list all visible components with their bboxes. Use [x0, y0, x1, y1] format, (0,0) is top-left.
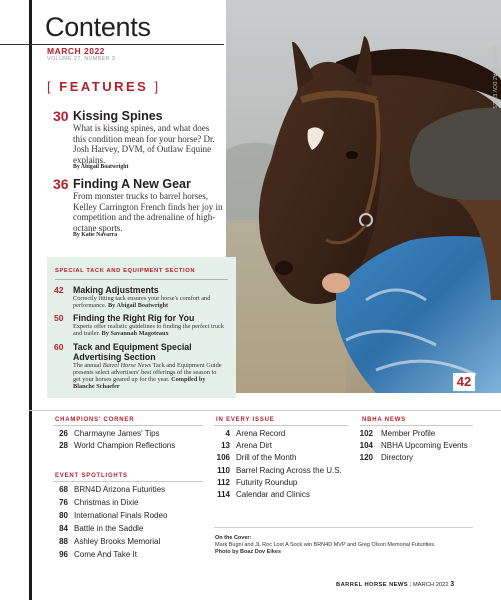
tack-title-line2[interactable]: Advertising Section — [73, 352, 156, 362]
toc-item[interactable] — [213, 478, 353, 489]
feature-title[interactable]: Kissing Spines — [73, 109, 163, 123]
feature-description: From monster trucks to barrel horses, Kelley Carrington French finds her joy in competition and the adrenaline of high-octane sports. — [73, 191, 223, 233]
feature-byline: By Abigail Boatwright — [73, 164, 129, 170]
footer-issue: MARCH 2022 — [412, 582, 449, 588]
toc-item[interactable] — [356, 429, 496, 440]
cover-rule — [214, 527, 473, 528]
toc-item[interactable] — [213, 490, 353, 501]
toc-page-number: 88 — [59, 537, 68, 546]
toc-page-number: 106 — [216, 453, 230, 462]
section-rule — [360, 425, 473, 426]
tack-byline: Compiled by Blanche Schaefer — [73, 376, 206, 390]
toc-page-number: 80 — [59, 511, 68, 520]
cover-caption-text: Mark Bugni and JL Roc Lost A Sock win BRN4D MVP and Greg Olson Memorial Futurities. — [215, 542, 436, 548]
toc-title[interactable]: Directory — [381, 453, 414, 462]
features-heading — [47, 79, 161, 94]
tack-description-text: Correctly fitting tack ensures your horse's comfort and performance. — [73, 295, 211, 309]
tack-section-rule — [55, 279, 228, 280]
toc-page-number: 4 — [225, 429, 230, 438]
toc-title[interactable]: Arena Record — [236, 429, 286, 438]
nbha-news-heading: NBHA NEWS — [362, 417, 406, 423]
toc-page-number: 84 — [59, 524, 68, 533]
bottom-section-rule — [29, 410, 501, 411]
toc-item[interactable] — [51, 429, 211, 440]
toc-title[interactable]: NBHA Upcoming Events — [381, 441, 468, 450]
cover-photo-horse — [226, 0, 501, 393]
feature-description: What is kissing spines, and what does this condition mean for your horse? Dr. Josh Harvey, DVM, of Outlaw Equine explains. — [73, 123, 215, 165]
toc-item[interactable] — [51, 498, 211, 509]
footer-publication: BARREL HORSE NEWS — [336, 582, 409, 588]
toc-item[interactable] — [51, 550, 211, 561]
left-vertical-rule — [29, 0, 32, 600]
toc-page-number: 26 — [59, 429, 68, 438]
toc-page-number: 112 — [217, 478, 230, 487]
toc-page-number: 110 — [217, 466, 230, 475]
toc-page-number: 104 — [359, 441, 373, 450]
toc-title[interactable]: Drill of the Month — [236, 453, 297, 462]
toc-title[interactable]: Battle in the Saddle — [74, 524, 144, 533]
tack-description — [73, 295, 225, 309]
footer-separator: | — [409, 582, 412, 588]
feature-item[interactable] — [53, 108, 223, 178]
tack-section-heading: SPECIAL TACK AND EQUIPMENT SECTION — [55, 268, 196, 274]
toc-item[interactable] — [356, 453, 496, 464]
cover-heading: On the Cover: — [215, 535, 252, 541]
tack-byline: By Savannah Magoteaux — [101, 330, 169, 337]
feature-page-number: 30 — [53, 108, 69, 124]
toc-page-number: 96 — [59, 550, 68, 559]
feature-page-number: 36 — [53, 176, 69, 192]
feature-item[interactable] — [53, 176, 223, 246]
toc-page-number: 13 — [221, 441, 230, 450]
tack-item[interactable] — [54, 285, 234, 309]
toc-page-number: 68 — [59, 485, 68, 494]
tack-item[interactable] — [54, 313, 234, 337]
section-rule — [214, 425, 348, 426]
toc-title[interactable]: Ashley Brooks Memorial — [74, 537, 161, 546]
toc-title[interactable]: International Finals Rodeo — [74, 511, 168, 520]
toc-title[interactable]: Christmas in Dixie — [74, 498, 139, 507]
toc-item[interactable] — [213, 466, 353, 477]
toc-item[interactable] — [356, 441, 496, 452]
event-spotlights-heading: EVENT SPOTLIGHTS — [55, 473, 128, 479]
footer-page-number: 3 — [450, 581, 455, 588]
toc-title[interactable]: World Champion Reflections — [74, 441, 176, 450]
in-every-issue-heading: IN EVERY ISSUE — [216, 417, 275, 423]
tack-description — [73, 362, 225, 390]
toc-item[interactable] — [213, 453, 353, 464]
photo-credit: PHOTO: BOAZ DOV EIKES — [491, 46, 497, 109]
toc-title[interactable]: Calendar and Clinics — [236, 490, 310, 499]
section-rule — [53, 481, 203, 482]
toc-title[interactable]: Come And Take It — [74, 550, 137, 559]
issue-date: MARCH 2022 — [47, 46, 105, 56]
feature-byline: By Katie Navarra — [73, 232, 118, 238]
tack-byline: By Abigail Boatwright — [107, 302, 169, 309]
feature-title[interactable]: Finding A New Gear — [73, 177, 191, 191]
cover-caption — [215, 542, 481, 556]
photo-page-badge[interactable]: 42 — [453, 373, 475, 391]
toc-title[interactable]: Futurity Roundup — [236, 478, 298, 487]
page-title: Contents — [45, 12, 151, 42]
tack-description-italic: Barrel Horse News — [102, 362, 152, 369]
tack-description — [73, 323, 225, 337]
toc-page-number: 114 — [217, 490, 230, 499]
toc-item[interactable] — [51, 537, 211, 548]
tack-description-post: Tack and Equipment Guide presents select advertisers' best offerings of the season to get your horses geared up for the year. — [73, 362, 222, 383]
tack-item[interactable] — [54, 342, 234, 392]
toc-item[interactable] — [51, 511, 211, 522]
toc-title[interactable]: BRN4D Arizona Futurities — [74, 485, 166, 494]
toc-item[interactable] — [51, 485, 211, 496]
tack-equipment-section — [47, 257, 236, 398]
toc-item[interactable] — [213, 429, 353, 440]
toc-title[interactable]: Member Profile — [381, 429, 436, 438]
toc-page-number: 28 — [59, 441, 68, 450]
toc-item[interactable] — [51, 441, 211, 452]
left-bracket-icon: [ — [47, 79, 54, 94]
page-footer — [336, 581, 454, 588]
tack-description-text: Experts offer realistic guidelines to finding the perfect truck and trailer. — [73, 323, 224, 337]
toc-title[interactable]: Arena Dirt — [236, 441, 273, 450]
features-heading-text: FEATURES — [59, 79, 149, 94]
tack-description-pre: The annual — [73, 362, 103, 369]
cover-photo-credit: Photo by Boaz Dov Eikes — [215, 549, 282, 555]
toc-title[interactable]: Barrel Racing Across the U.S. — [236, 466, 342, 475]
toc-item[interactable] — [213, 441, 353, 452]
toc-page-number: 76 — [59, 498, 68, 507]
toc-title[interactable]: Charmayne James' Tips — [74, 429, 160, 438]
right-bracket-icon: ] — [154, 79, 161, 94]
toc-page-number: 102 — [359, 429, 373, 438]
title-underline — [0, 44, 224, 45]
volume-number: VOLUME 27, NUMBER 3 — [47, 56, 116, 62]
tack-title[interactable]: Finding the Right Rig for You — [73, 313, 195, 323]
toc-page-number: 120 — [359, 453, 373, 462]
tack-page-number: 42 — [54, 285, 64, 295]
toc-item[interactable] — [51, 524, 211, 535]
section-rule — [53, 425, 203, 426]
tack-page-number: 50 — [54, 313, 64, 323]
tack-title[interactable]: Making Adjustments — [73, 285, 159, 295]
champions-corner-heading: CHAMPIONS' CORNER — [55, 417, 135, 423]
tack-title-line1[interactable]: Tack and Equipment Special — [73, 342, 192, 352]
tack-page-number: 60 — [54, 342, 64, 352]
